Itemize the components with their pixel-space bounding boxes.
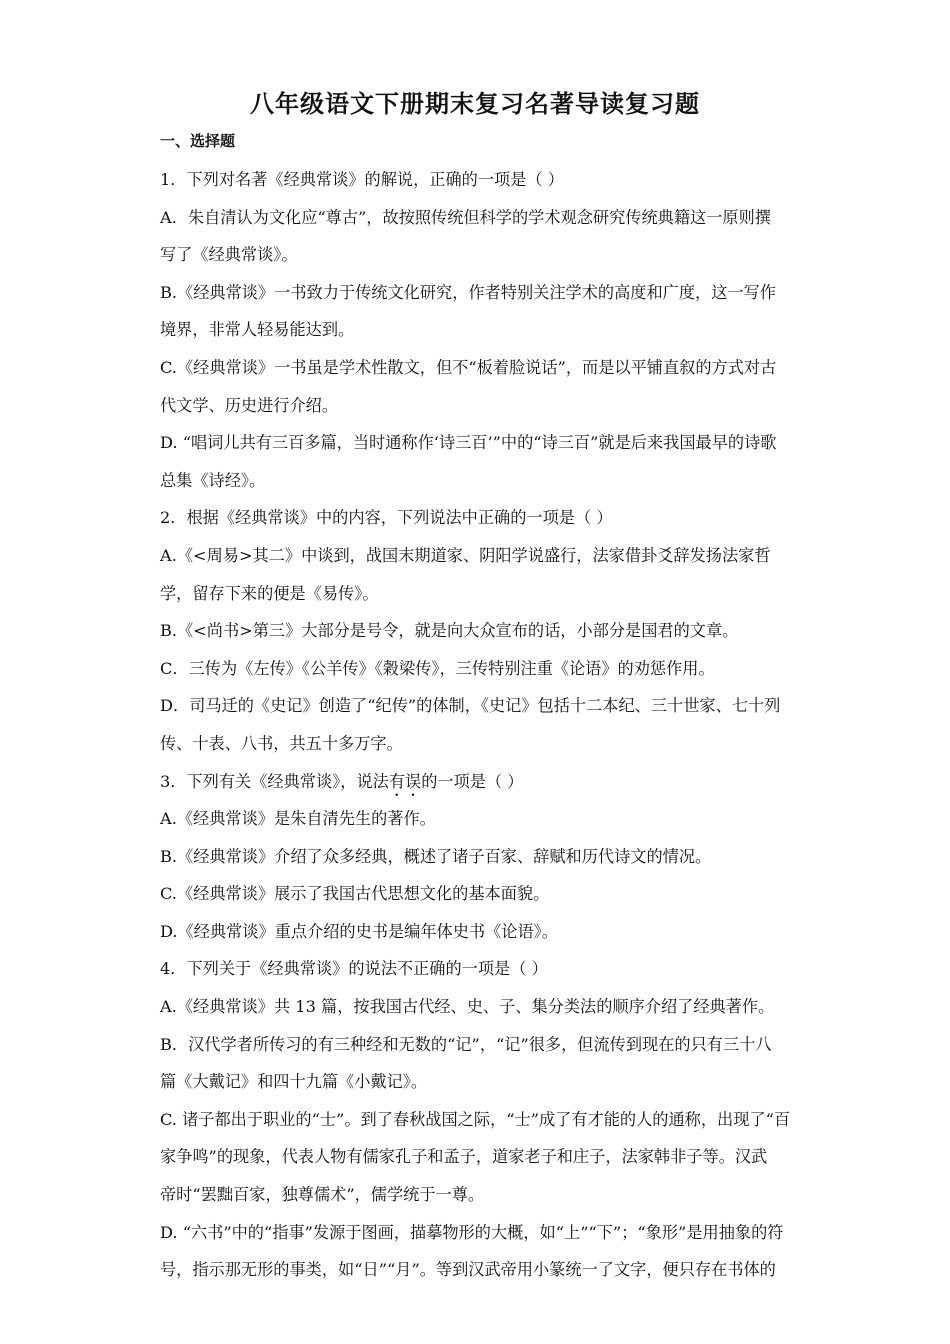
q4-option-c-cont-2: 帝时“罢黜百家，独尊儒术”，儒学统于一尊。 xyxy=(160,1185,485,1205)
q4-option-d-cont: 号，指示那无形的事类，如“日”“月”。等到汉武帝用小篆统一了文字，便只存在书体的 xyxy=(160,1260,776,1280)
q3-stem-part-1: 3．下列有关《经典常谈》，说法 xyxy=(160,771,389,791)
q4-option-b-cont: 篇《大戴记》和四十九篇《小戴记》。 xyxy=(160,1072,428,1092)
question-4-stem: 4．下列关于《经典常谈》的说法不正确的一项是（ ） xyxy=(160,959,548,979)
question-body xyxy=(160,161,792,1289)
q3-stem-part-3: 的一项是（ ） xyxy=(421,771,524,791)
q3-option-d: D.《经典常谈》重点介绍的史书是编年体史书《论语》。 xyxy=(160,921,558,941)
page-title: 八年级语文下册期末复习名著导读复习题 xyxy=(250,89,700,118)
q3-option-b: B.《经典常谈》介绍了众多经典，概述了诸子百家、辞赋和历代诗文的情况。 xyxy=(160,846,712,866)
question-3-stem xyxy=(160,763,792,801)
q1-option-d-cont: 总集《诗经》。 xyxy=(160,470,266,490)
q1-option-c-cont: 代文学、历史进行介绍。 xyxy=(160,395,339,415)
q4-option-b: B．汉代学者所传习的有三种经和无数的“记”，“记”很多，但流传到现在的只有三十八 xyxy=(160,1034,772,1054)
section-heading: 一、选择题 xyxy=(160,132,236,150)
q4-option-a: A.《经典常谈》共 13 篇，按我国古代经、史、子、集分类法的顺序介绍了经典著作。 xyxy=(160,997,775,1017)
q1-option-b: B.《经典常谈》一书致力于传统文化研究，作者特别关注学术的高度和广度，这一写作 xyxy=(160,282,776,302)
q4-option-c: C. 诸子都出于职业的“士”。到了春秋战国之际，“士”成了有才能的人的通称，出现了“百 xyxy=(160,1109,791,1129)
q1-option-a-cont: 写了《经典常谈》。 xyxy=(160,245,298,265)
q1-option-b-cont: 境界，非常人轻易能达到。 xyxy=(160,320,355,340)
q3-option-a: A.《经典常谈》是朱自清先生的著作。 xyxy=(160,809,436,829)
q2-option-a-cont: 学，留存下来的便是《易传》。 xyxy=(160,583,379,603)
q2-option-d: D．司马迁的《史记》创造了“纪传”的体制，《史记》包括十二本纪、三十世家、七十列 xyxy=(160,696,781,716)
question-2-stem: 2．根据《经典常谈》中的内容，下列说法中正确的一项是（ ） xyxy=(160,508,613,528)
q1-option-a: A．朱自清认为文化应“尊古”，故按照传统但科学的学术观念研究传统典籍这一原则撰 xyxy=(160,207,771,227)
q1-option-d: D. “唱词儿共有三百多篇，当时通称作‘诗三百’”中的“诗三百”就是后来我国最早的诗歌 xyxy=(160,433,777,453)
q4-option-d: D. “六书”中的“指事”发源于图画，描摹物形的大概，如“上”“下”；“象形”是用抽象的符 xyxy=(160,1222,784,1242)
q4-option-c-cont-1: 家争鸣”的现象，代表人物有儒家孔子和孟子，道家老子和庄子，法家韩非子等。汉武 xyxy=(160,1147,768,1167)
q2-option-a: A.《<周易>其二》中谈到，战国末期道家、阴阳学说盛行，法家借卦爻辞发扬法家哲 xyxy=(160,545,771,565)
q2-option-d-cont: 传、十表、八书，共五十多万字。 xyxy=(160,733,403,753)
q3-stem-emphasis: 有误 xyxy=(388,771,422,791)
q2-option-b: B.《<尚书>第三》大部分是号令，就是向大众宣布的话，小部分是国君的文章。 xyxy=(160,621,739,641)
q3-option-c: C.《经典常谈》展示了我国古代思想文化的基本面貌。 xyxy=(160,884,550,904)
q1-option-c: C.《经典常谈》一书虽是学术性散文，但不“板着脸说话”，而是以平铺直叙的方式对古 xyxy=(160,357,777,377)
question-1-stem: 1．下列对名著《经典常谈》的解说，正确的一项是（ ） xyxy=(160,170,564,189)
q2-option-c: C．三传为《左传》《公羊传》《穀梁传》，三传特别注重《论语》的劝惩作用。 xyxy=(160,658,715,678)
